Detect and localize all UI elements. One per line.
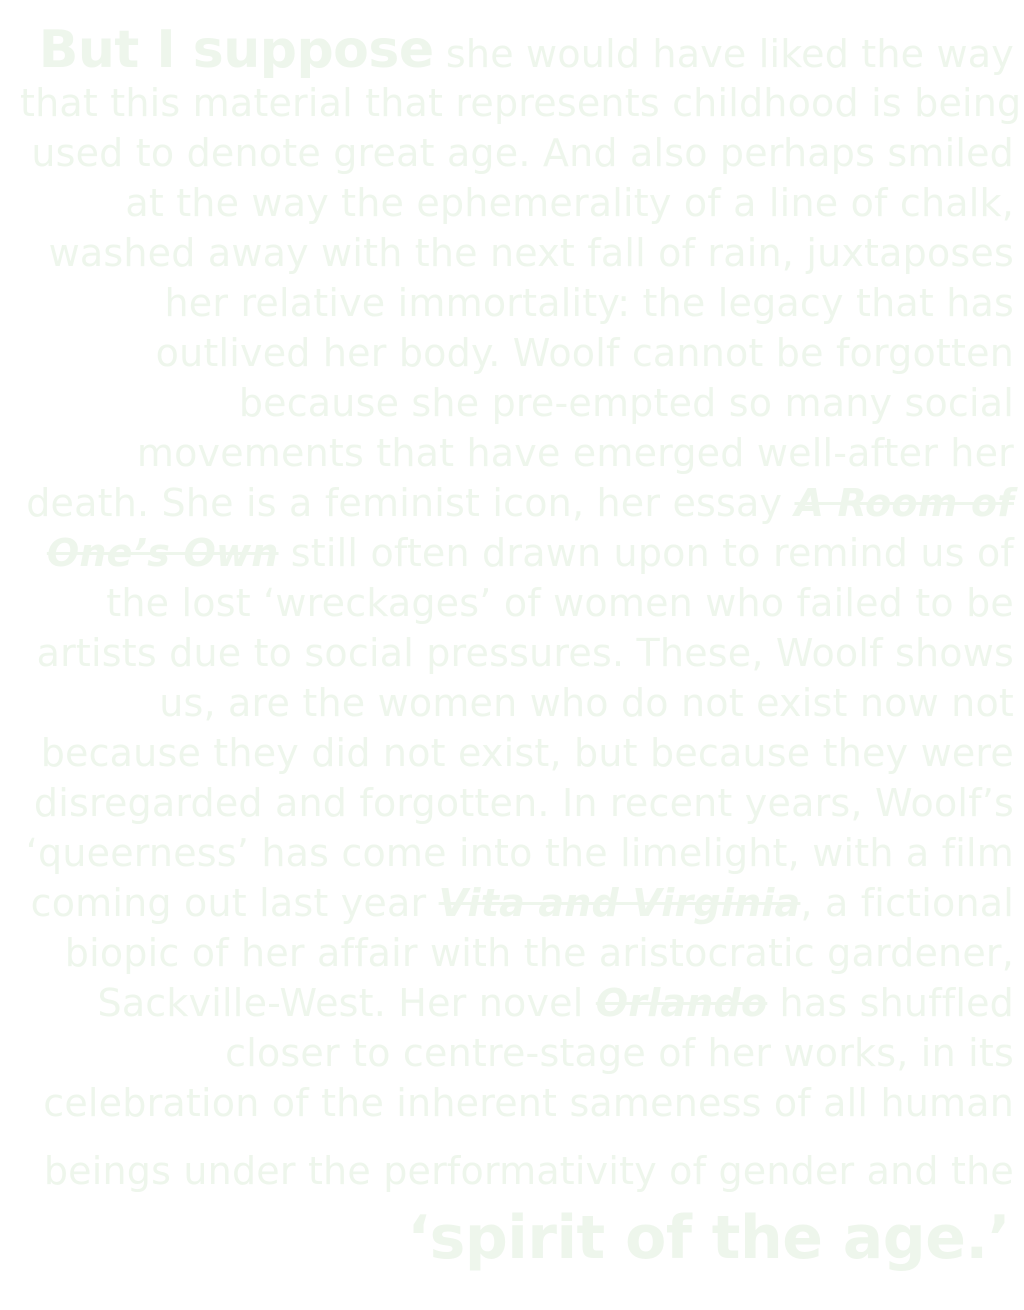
line-1-rest: she would have liked the way: [433, 32, 1014, 76]
text-line-20: [20, 978, 1014, 1028]
text-line-1: [20, 22, 1014, 82]
lead-phrase: But I suppose: [38, 20, 434, 80]
book-title-a-room-of-ones-own-start: A Room of: [794, 481, 1014, 525]
line-11-text: still often drawn upon to remind us of: [278, 531, 1014, 575]
film-title-vita-and-virginia: Vita and Virginia: [438, 881, 801, 925]
text-line-14: us, are the women who do not exist now not: [159, 681, 1014, 725]
text-line-16: disregarded and forgotten. In recent years, Woolf’s: [33, 781, 1014, 825]
text-line-17: ‘queerness’ has come into the limelight, with a film: [25, 831, 1014, 875]
book-title-a-room-of-ones-own-end: One’s Own: [46, 531, 279, 575]
text-line-6: her relative immortality: the legacy that has: [164, 281, 1014, 325]
book-title-orlando: Orlando: [595, 981, 768, 1025]
text-line-5: washed away with the next fall of rain, juxtaposes: [48, 231, 1014, 275]
text-line-3: used to denote great age. And also perhaps smiled: [31, 131, 1014, 175]
text-line-11: [20, 528, 1014, 578]
text-line-23: beings under the performativity of gender and the: [43, 1149, 1014, 1193]
text-line-19: biopic of her affair with the aristocratic gardener,: [64, 931, 1014, 975]
text-line-8: because she pre-empted so many social: [238, 381, 1014, 425]
text-line-12: the lost ‘wreckages’ of women who failed to be: [106, 581, 1014, 625]
line-18-after: , a fictional: [800, 881, 1014, 925]
text-line-2: that this material that represents childhood is being: [20, 81, 1022, 125]
text-line-9: movements that have emerged well-after her: [136, 431, 1014, 475]
text-line-15: because they did not exist, but because they were: [40, 731, 1014, 775]
line-20-after: has shuffled: [767, 981, 1014, 1025]
text-line-10: [20, 478, 1014, 528]
text-line-13: artists due to social pressures. These, Woolf shows: [36, 631, 1014, 675]
text-line-7: outlived her body. Woolf cannot be forgotten: [155, 331, 1014, 375]
line-20-text: Sackville-West. Her novel: [97, 981, 596, 1025]
text-line-18: [20, 878, 1014, 928]
text-line-4: at the way the ephemerality of a line of chalk,: [125, 181, 1014, 225]
text-line-22: celebration of the inherent sameness of all human: [43, 1081, 1014, 1125]
line-18-text: coming out last year: [30, 881, 439, 925]
closing-phrase: ‘spirit of the age.’: [407, 1203, 1010, 1273]
text-line-21: closer to centre-stage of her works, in its: [225, 1031, 1014, 1075]
line-10-text: death. She is a feminist icon, her essay: [26, 481, 795, 525]
